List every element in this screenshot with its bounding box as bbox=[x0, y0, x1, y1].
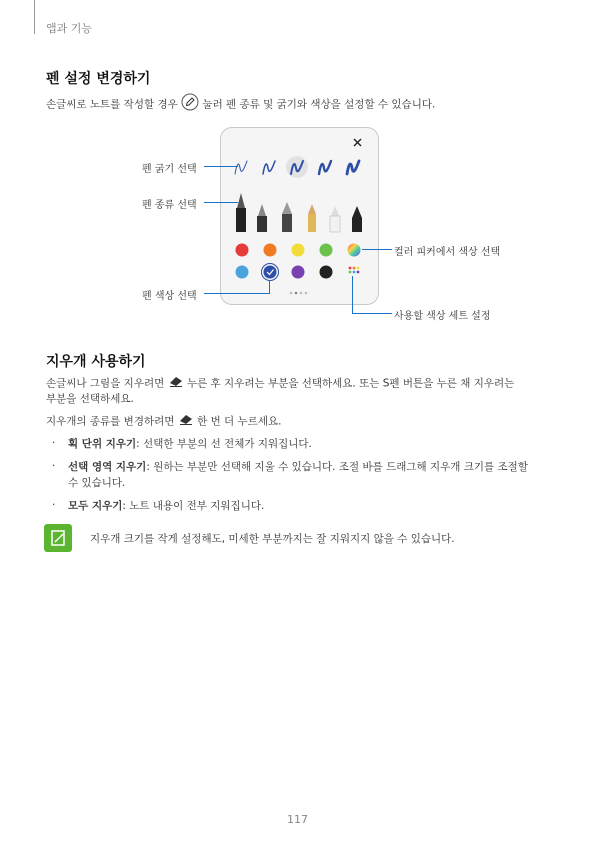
section-header: 앱과 기능 bbox=[46, 22, 93, 35]
close-icon[interactable] bbox=[354, 139, 361, 146]
pen-intro-text-2: 눌러 펜 종류 및 굵기와 색상을 설정할 수 있습니다. bbox=[202, 98, 436, 111]
fountain-pen-icon bbox=[236, 193, 246, 232]
eraser-line1-text-2: 누른 후 지우려는 부분을 선택하세요. 또는 S펜 버튼을 누른 채 지우려는 bbox=[186, 377, 515, 390]
callout-thickness: 펜 굵기 선택 bbox=[142, 164, 197, 175]
callout-line-type bbox=[204, 202, 238, 203]
bullet-desc: : 노트 내용이 전부 지워집니다. bbox=[122, 500, 265, 512]
bullet-area-eraser-line2: 수 있습니다. bbox=[68, 477, 126, 489]
color-swatch-black bbox=[320, 266, 333, 279]
bullet-dot: · bbox=[52, 499, 56, 511]
thickness-option-2 bbox=[263, 161, 275, 174]
eraser-para-line1 bbox=[46, 375, 514, 392]
color-set-icon bbox=[349, 267, 360, 274]
color-swatch-green bbox=[320, 244, 333, 257]
color-swatches[interactable] bbox=[236, 244, 361, 281]
page-indicator bbox=[290, 292, 308, 295]
thickness-option-5 bbox=[347, 161, 359, 174]
pen-settings-panel bbox=[220, 127, 379, 305]
note-icon bbox=[44, 524, 72, 552]
pen-section-title: 펜 설정 변경하기 bbox=[46, 71, 151, 87]
color-swatch-navy bbox=[264, 266, 277, 279]
color-swatch-red bbox=[236, 244, 249, 257]
pen-thickness-options[interactable] bbox=[235, 156, 359, 178]
bullet-term: 모두 지우기 bbox=[68, 500, 123, 512]
note-text: 지우개 크기를 작게 설정해도, 미세한 부분까지는 잘 지워지지 않을 수 있습니다. bbox=[90, 533, 455, 545]
eraser-icon-2 bbox=[178, 413, 194, 430]
pen-intro bbox=[46, 93, 435, 116]
callout-color-set: 사용할 색상 세트 설정 bbox=[394, 311, 491, 322]
eraser-para-line3 bbox=[46, 413, 281, 430]
color-swatch-purple bbox=[292, 266, 305, 279]
pen-intro-text-1: 손글씨로 노트를 작성할 경우 bbox=[46, 98, 178, 111]
header-divider bbox=[34, 0, 35, 34]
bullet-term: 획 단위 지우기 bbox=[68, 438, 137, 450]
brush-pen-icon bbox=[282, 202, 292, 232]
pencil-icon bbox=[308, 204, 316, 232]
color-swatch-orange bbox=[264, 244, 277, 257]
eraser-line3-text-1: 지우개의 종류를 변경하려면 bbox=[46, 415, 175, 428]
color-swatch-blue bbox=[236, 266, 249, 279]
eraser-section-title: 지우개 사용하기 bbox=[46, 354, 146, 370]
callout-line-color-v bbox=[269, 280, 270, 294]
bullet-dot: · bbox=[52, 460, 56, 472]
eraser-para-line2: 부분을 선택하세요. bbox=[46, 393, 134, 405]
bullet-dot: · bbox=[52, 437, 56, 449]
callout-line-color-picker bbox=[362, 249, 392, 250]
callout-line-color-set-h bbox=[352, 313, 392, 314]
bullet-desc: : 선택한 부분의 선 전체가 지워집니다. bbox=[136, 438, 312, 450]
callout-type: 펜 종류 선택 bbox=[142, 200, 197, 211]
thickness-selected-bg bbox=[286, 156, 308, 178]
page-number: 117 bbox=[287, 813, 308, 826]
pen-mode-icon bbox=[181, 93, 199, 116]
eraser-line1-text-1: 손글씨나 그림을 지우려면 bbox=[46, 377, 165, 390]
callout-color-picker: 컬러 피커에서 색상 선택 bbox=[394, 247, 501, 258]
callout-color: 펜 색상 선택 bbox=[142, 291, 197, 302]
thickness-option-1 bbox=[235, 161, 247, 174]
color-picker-icon bbox=[348, 244, 361, 257]
marker-icon bbox=[352, 206, 362, 232]
callout-line-thickness bbox=[204, 166, 238, 167]
thickness-option-4 bbox=[319, 161, 331, 174]
bullet-clear-all bbox=[68, 498, 264, 514]
eraser-icon bbox=[168, 375, 184, 392]
callout-line-color-h bbox=[204, 293, 270, 294]
highlighter-icon bbox=[330, 206, 340, 232]
calligraphy-pen-icon bbox=[257, 204, 267, 232]
bullet-desc: : 원하는 부분만 선택해 지울 수 있습니다. 조절 바를 드래그해 지우개 크기를 조절할 bbox=[146, 461, 528, 473]
pen-type-options[interactable] bbox=[236, 193, 362, 232]
bullet-stroke-eraser bbox=[68, 436, 312, 452]
bullet-term: 선택 영역 지우기 bbox=[68, 461, 147, 473]
color-swatch-yellow bbox=[292, 244, 305, 257]
eraser-line3-text-2: 한 번 더 누르세요. bbox=[197, 415, 282, 428]
callout-line-color-set-v bbox=[352, 276, 353, 313]
bullet-area-eraser bbox=[68, 459, 528, 475]
